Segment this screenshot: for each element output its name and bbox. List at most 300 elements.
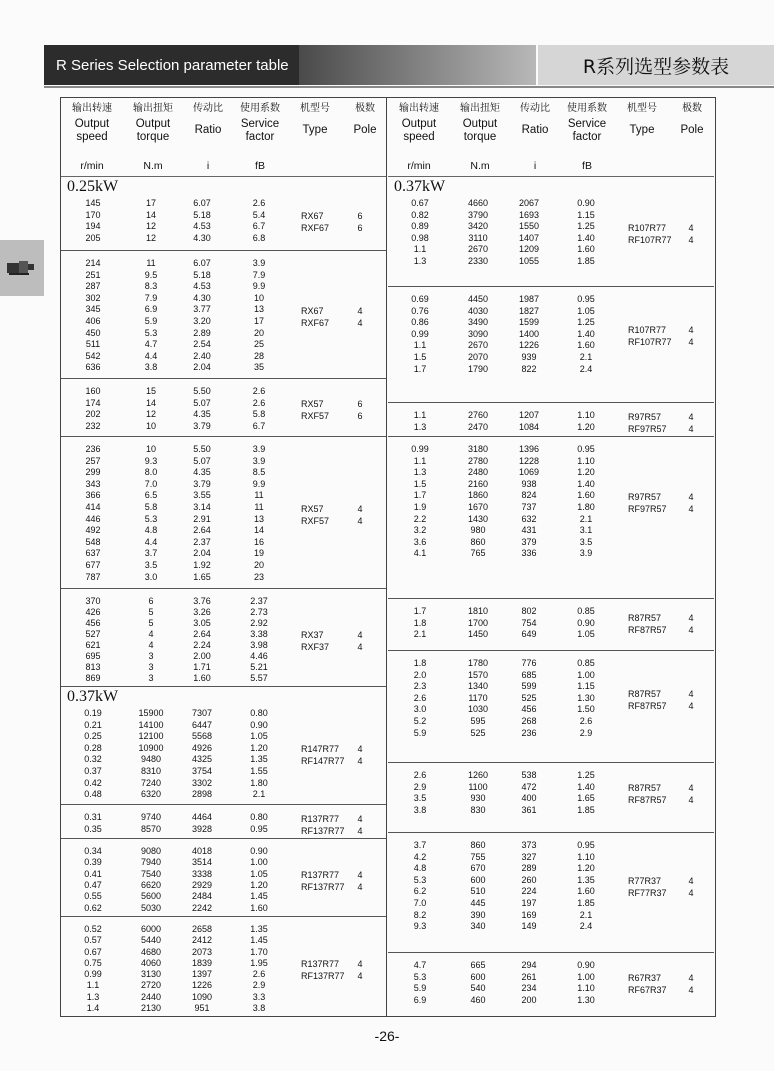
table-cell: 869 <box>85 673 101 683</box>
table-row <box>61 571 387 583</box>
table-cell: 145 <box>85 198 101 208</box>
table-row <box>388 781 714 793</box>
table-cell: 174 <box>85 397 101 408</box>
table-cell: 6.07 <box>193 198 211 208</box>
table-cell: 431 <box>521 525 537 536</box>
pole-count: 4 <box>357 503 363 514</box>
table-cell: 1.55 <box>250 766 268 776</box>
table-row <box>388 536 714 548</box>
table-cell: 621 <box>85 640 101 650</box>
pole-count: 4 <box>357 813 363 824</box>
table-row <box>388 909 714 921</box>
table-cell: 10900 <box>138 742 164 753</box>
table-cell: 28 <box>253 350 264 361</box>
table-cell: 595 <box>470 716 486 726</box>
table-cell: 0.42 <box>84 777 102 788</box>
power-rating: 0.25kW <box>67 178 119 195</box>
table-cell: 6.2 <box>413 886 427 897</box>
table-cell: 4.53 <box>193 281 211 292</box>
table-cell: 2929 <box>191 880 213 890</box>
table-cell: 2.6 <box>252 397 266 408</box>
table-cell: 2067 <box>518 198 540 208</box>
model-type: R107R77 <box>628 324 667 335</box>
table-row <box>61 478 387 490</box>
table-cell: 2.04 <box>193 548 211 559</box>
table-cell: 361 <box>521 804 537 815</box>
table-cell: 0.90 <box>577 198 595 208</box>
table-cell: 1.4 <box>86 1002 100 1013</box>
table-cell: 2.04 <box>193 362 211 373</box>
column-header-en-line: speed <box>403 131 435 143</box>
table-cell: 1.85 <box>577 898 595 908</box>
table-cell: 1.40 <box>577 328 595 339</box>
table-row <box>388 874 714 886</box>
column-header-en-line: Ratio <box>521 124 549 136</box>
table-cell: 5.3 <box>413 874 427 885</box>
table-cell: 3.77 <box>193 304 211 315</box>
table-cell: 0.76 <box>411 305 429 316</box>
table-cell: 4.53 <box>193 221 211 232</box>
table-cell: 5.3 <box>413 971 427 982</box>
table-cell: 1100 <box>468 781 488 792</box>
model-type: R147R77 <box>301 744 340 755</box>
model-type: R97R57 <box>628 492 662 502</box>
table-cell: 1.35 <box>250 924 268 934</box>
table-row <box>61 408 387 420</box>
table-cell: 1.20 <box>577 421 595 432</box>
table-cell: 336 <box>521 548 537 559</box>
table-cell: 15 <box>145 386 156 396</box>
table-cell: 456 <box>521 704 537 715</box>
table-cell: 16 <box>253 536 264 547</box>
table-cell: 6.9 <box>413 994 427 1005</box>
table-cell: 7.0 <box>144 478 158 489</box>
table-cell: 400 <box>521 793 537 804</box>
table-cell: 1.60 <box>193 673 211 683</box>
table-cell: 5.57 <box>250 673 268 683</box>
model-type: RF107R77 <box>628 336 672 347</box>
model-type: R77R37 <box>628 876 662 887</box>
table-cell: 5.4 <box>252 209 266 220</box>
model-type: RF77R37 <box>628 888 667 899</box>
table-cell: 1.1 <box>413 455 427 466</box>
table-cell: 6.9 <box>144 304 158 315</box>
model-type: RX57 <box>301 503 324 514</box>
table-cell: 12 <box>145 221 156 232</box>
table-cell: 677 <box>85 560 101 570</box>
table-cell: 2.92 <box>250 618 268 628</box>
table-cell: 7.0 <box>413 898 427 908</box>
table-cell: 17 <box>253 316 264 326</box>
table-cell: 2470 <box>467 421 489 432</box>
table-cell: 5.07 <box>193 397 211 408</box>
table-cell: 9.5 <box>144 269 158 280</box>
table-cell: 7307 <box>191 708 213 718</box>
table-row <box>388 409 714 421</box>
table-cell: 14 <box>253 525 264 536</box>
table-cell: 1.1 <box>413 340 427 351</box>
table-cell: 2.6 <box>579 716 593 726</box>
table-cell: 787 <box>85 571 101 582</box>
table-cell: 2.73 <box>250 607 268 617</box>
table-cell: 2780 <box>467 455 489 466</box>
table-cell: 1.20 <box>250 880 268 890</box>
table-cell: 373 <box>521 840 537 850</box>
model-type: RF67R37 <box>628 985 667 996</box>
table-row <box>388 769 714 781</box>
column-header <box>287 102 343 174</box>
table-cell: 4.7 <box>144 339 158 350</box>
table-cell: 1.10 <box>577 983 595 994</box>
column-divider <box>386 97 387 1017</box>
table-cell: 5.9 <box>144 316 158 326</box>
table-group <box>388 286 714 403</box>
table-row <box>388 680 714 692</box>
table-cell: 5.50 <box>193 444 211 454</box>
table-cell: 1407 <box>518 232 540 243</box>
table-cell: 5.3 <box>144 327 158 338</box>
table-cell: 6000 <box>140 924 162 934</box>
column-header-en-line: torque <box>136 131 170 143</box>
table-cell: 460 <box>470 994 486 1005</box>
table-cell: 4325 <box>191 754 213 765</box>
column-header-en-line: Output <box>135 118 171 130</box>
table-cell: 1396 <box>518 444 540 454</box>
table-cell: 2.3 <box>413 681 427 692</box>
table-cell: 0.25 <box>84 731 102 742</box>
model-type: R137R77 <box>301 813 340 824</box>
table-cell: 0.86 <box>411 317 429 328</box>
table-cell: 0.32 <box>84 754 102 765</box>
pole-count: 6 <box>357 223 363 234</box>
table-cell: 5.18 <box>193 209 211 220</box>
table-cell: 302 <box>85 292 101 303</box>
table-group <box>61 436 387 589</box>
table-cell: 4.4 <box>144 536 158 547</box>
table-cell: 10 <box>145 420 156 431</box>
table-cell: 327 <box>521 851 537 862</box>
table-cell: 2.64 <box>193 629 211 639</box>
column-header <box>233 102 287 174</box>
table-cell: 25 <box>253 339 264 350</box>
table-cell: 3514 <box>191 857 213 868</box>
table-cell: 3.8 <box>413 804 427 815</box>
table-cell: 3.0 <box>144 571 158 582</box>
table-cell: 2.1 <box>579 513 593 524</box>
pole-count: 4 <box>357 825 363 836</box>
table-cell: 0.90 <box>250 846 268 856</box>
pole-count: 4 <box>688 625 694 636</box>
table-row <box>388 669 714 681</box>
table-cell: 4.30 <box>193 232 211 243</box>
table-cell: 511 <box>85 339 101 350</box>
table-group <box>388 762 714 833</box>
model-type: R137R77 <box>301 959 340 969</box>
table-cell: 1207 <box>518 410 540 420</box>
column-header-en <box>123 118 183 144</box>
power-rating: 0.37kW <box>394 178 446 195</box>
header-rule <box>44 86 774 88</box>
column-header-cn: 输出转速 <box>399 103 439 114</box>
table-cell: 4.35 <box>193 467 211 478</box>
table-cell: 1.8 <box>413 658 427 668</box>
column-header-en <box>183 124 233 137</box>
table-row <box>388 293 714 305</box>
table-cell: 0.85 <box>577 658 595 668</box>
pole-count: 4 <box>688 234 694 245</box>
table-cell: 3.26 <box>193 607 211 617</box>
table-cell: 1987 <box>518 294 540 304</box>
pole-count: 6 <box>357 211 363 222</box>
column-header <box>510 102 560 174</box>
column-header-unit: i <box>206 160 210 172</box>
table-cell: 1.3 <box>413 421 427 432</box>
table-cell: 2720 <box>140 980 162 991</box>
column-header-en <box>61 118 123 144</box>
table-cell: 9080 <box>140 846 162 856</box>
table-cell: 0.80 <box>250 812 268 822</box>
table-cell: 802 <box>521 606 537 616</box>
column-header-en-line: factor <box>572 131 602 143</box>
pole-count: 4 <box>688 688 694 699</box>
column-header <box>61 102 123 174</box>
table-cell: 3.8 <box>144 362 158 373</box>
table-row <box>61 719 387 731</box>
table-row <box>388 351 714 363</box>
table-group <box>388 177 714 286</box>
table-cell: 2.9 <box>579 727 593 738</box>
column-header <box>183 102 233 174</box>
table-cell: 5.07 <box>193 455 211 466</box>
table-row <box>61 559 387 571</box>
table-cell: 1.10 <box>577 410 595 420</box>
table-cell: 1400 <box>518 328 540 339</box>
table-cell: 194 <box>85 221 101 232</box>
table-cell: 1570 <box>467 669 489 680</box>
table-cell: 1226 <box>191 980 213 991</box>
table-cell: 2130 <box>140 1002 162 1013</box>
table-group <box>388 598 714 651</box>
table-cell: 9.9 <box>252 478 266 489</box>
table-cell: 0.90 <box>577 617 595 628</box>
table-cell: 236 <box>521 727 537 738</box>
table-cell: 665 <box>470 960 486 970</box>
pole-count: 4 <box>357 306 363 316</box>
table-cell: 1700 <box>467 617 489 628</box>
table-cell: 8.3 <box>144 281 158 292</box>
table-cell: 205 <box>85 232 101 243</box>
table-group <box>61 177 387 250</box>
table-cell: 1.45 <box>250 891 268 902</box>
gear-motor-icon <box>6 258 36 276</box>
model-type: RXF37 <box>301 642 330 652</box>
table-cell: 1.71 <box>193 662 211 672</box>
table-cell: 6320 <box>140 789 162 800</box>
table-cell: 939 <box>521 352 537 362</box>
pole-count: 4 <box>688 783 694 794</box>
table-cell: 160 <box>85 386 101 396</box>
table-row <box>388 209 714 221</box>
table-cell: 1.65 <box>193 571 211 582</box>
table-cell: 3.7 <box>413 840 427 850</box>
table-group <box>388 650 714 763</box>
table-cell: 600 <box>470 971 486 982</box>
table-cell: 6.5 <box>144 490 158 501</box>
table-cell: 1.25 <box>577 770 595 780</box>
table-cell: 9.3 <box>144 455 158 466</box>
table-cell: 765 <box>470 548 486 559</box>
table-cell: 1030 <box>467 704 489 715</box>
pole-count: 4 <box>357 882 363 892</box>
table-cell: 0.95 <box>577 840 595 850</box>
pole-count: 4 <box>688 222 694 233</box>
column-header-cn: 传动比 <box>193 103 223 114</box>
table-row <box>388 657 714 669</box>
table-cell: 287 <box>85 281 101 292</box>
column-header-unit: r/min <box>80 160 104 172</box>
table-cell: 600 <box>470 874 486 885</box>
table-cell: 2.64 <box>193 525 211 536</box>
table-cell: 0.34 <box>84 846 102 856</box>
table-row <box>61 361 387 373</box>
table-cell: 1397 <box>191 969 213 979</box>
table-cell: 0.90 <box>250 719 268 730</box>
table-cell: 1170 <box>468 692 488 703</box>
table-cell: 11 <box>146 258 156 268</box>
pole-count: 4 <box>688 700 694 711</box>
model-type: RF107R77 <box>628 234 672 245</box>
model-type: RXF57 <box>301 411 330 422</box>
table-row <box>61 547 387 559</box>
table-cell: 5.9 <box>413 727 427 738</box>
table-cell: 257 <box>85 455 101 466</box>
column-header <box>343 102 387 174</box>
table-cell: 3.0 <box>413 704 427 715</box>
table-cell: 1.05 <box>577 305 595 316</box>
table-cell: 637 <box>85 548 101 559</box>
table-cell: 20 <box>253 560 264 570</box>
column-header-unit: N.m <box>470 160 490 172</box>
table-row <box>61 232 387 244</box>
table-cell: 1.60 <box>577 490 595 501</box>
table-cell: 234 <box>521 983 537 994</box>
table-cell: 2.6 <box>252 386 266 396</box>
table-row <box>61 443 387 455</box>
table-row <box>388 197 714 209</box>
table-cell: 0.85 <box>577 606 595 616</box>
table-cell: 12 <box>145 409 156 420</box>
table-cell: 0.80 <box>250 708 268 718</box>
table-cell: 294 <box>521 960 537 970</box>
table-cell: 860 <box>470 840 486 850</box>
table-cell: 636 <box>85 362 101 373</box>
table-cell: 2.37 <box>193 536 211 547</box>
table-row <box>61 280 387 292</box>
column-header-unit: r/min <box>407 160 431 172</box>
model-type: RXF57 <box>301 515 330 526</box>
table-cell: 261 <box>521 971 537 982</box>
table-row <box>388 478 714 490</box>
table-row <box>61 946 387 958</box>
table-cell: 3.5 <box>144 560 158 570</box>
table-cell: 0.90 <box>577 960 595 970</box>
table-cell: 260 <box>521 874 537 885</box>
table-cell: 15900 <box>138 708 164 718</box>
column-header-en <box>287 124 343 137</box>
table-cell: 2658 <box>191 924 213 934</box>
table-cell: 1.95 <box>250 957 268 968</box>
pole-count: 4 <box>688 985 694 996</box>
table-cell: 14100 <box>138 719 164 730</box>
table-cell: 2.6 <box>252 198 266 208</box>
table-cell: 6.8 <box>252 232 266 243</box>
table-row <box>61 934 387 946</box>
model-type: RF147R77 <box>301 756 345 767</box>
table-row <box>388 547 714 559</box>
table-cell: 685 <box>521 669 537 680</box>
pole-count: 4 <box>688 423 694 434</box>
table-row <box>61 303 387 315</box>
table-cell: 3.7 <box>144 548 158 559</box>
table-cell: 0.75 <box>84 957 102 968</box>
table-cell: 2.1 <box>252 789 266 800</box>
table-cell: 3.5 <box>413 793 427 804</box>
table-cell: 3.98 <box>250 640 268 650</box>
table-cell: 1.60 <box>577 886 595 897</box>
column-header-unit: N.m <box>143 160 163 172</box>
table-cell: 1860 <box>467 490 489 501</box>
column-header-en <box>233 118 287 144</box>
table-cell: 1.15 <box>577 681 595 692</box>
table-row <box>61 730 387 742</box>
column-header-en-line: factor <box>245 131 275 143</box>
table-cell: 2.9 <box>413 781 427 792</box>
table-cell: 10 <box>253 292 264 303</box>
table-cell: 1.7 <box>413 363 427 374</box>
table-cell: 1.1 <box>86 980 100 991</box>
table-row <box>61 269 387 281</box>
table-cell: 1827 <box>518 305 540 316</box>
table-cell: 2.1 <box>579 909 593 920</box>
table-row <box>388 920 714 932</box>
table-cell: 5.8 <box>252 409 266 420</box>
table-row <box>61 902 387 914</box>
table-cell: 599 <box>521 681 537 692</box>
pole-count: 4 <box>688 613 694 624</box>
model-type: RXF67 <box>301 223 330 234</box>
table-cell: 1.50 <box>577 704 595 715</box>
table-cell: 7540 <box>140 868 162 879</box>
table-cell: 1.25 <box>577 317 595 328</box>
column-header-unit: i <box>533 160 537 172</box>
model-type: RF97R57 <box>628 423 667 434</box>
table-cell: 2.0 <box>413 669 427 680</box>
table-cell: 1.70 <box>250 946 268 957</box>
table-cell: 1.9 <box>413 502 427 512</box>
table-row <box>388 715 714 727</box>
table-row <box>61 350 387 362</box>
table-group <box>388 402 714 437</box>
table-cell: 632 <box>521 513 537 524</box>
table-cell: 2480 <box>467 467 489 478</box>
pole-count: 4 <box>357 959 363 969</box>
table-cell: 4 <box>148 629 154 639</box>
table-row <box>388 489 714 501</box>
table-cell: 4.7 <box>413 960 427 970</box>
column-header-en <box>388 118 450 144</box>
table-cell: 445 <box>470 898 486 908</box>
table-cell: 1.85 <box>577 804 595 815</box>
